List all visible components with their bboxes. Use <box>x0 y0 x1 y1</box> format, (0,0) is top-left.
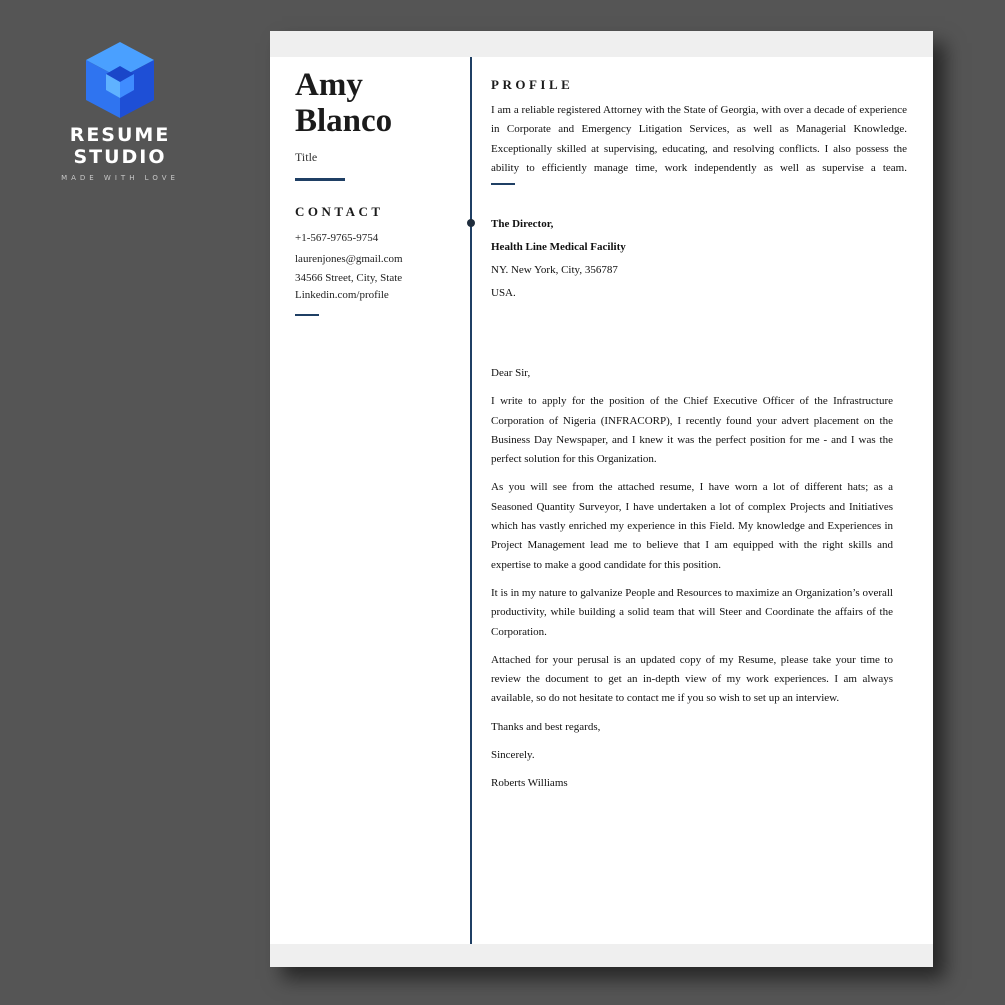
contact-linkedin: Linkedin.com/profile <box>295 289 389 301</box>
letter-paragraph: As you will see from the attached resume, I have worn a lot of different hats; as a Seasoned Quantity Surveyor, I have undertaken a lot of complex Projects and Initiatives which has vastly enriched my experience in this Field. My knowledge and Experiences in Project Management lead me to believe that I am equipped with the right skills and expertise to make a good candidate for this position. <box>491 481 893 571</box>
profile-text: I am a reliable registered Attorney with the State of Georgia, with over a decade of experience in Corporate and Emergency Litigation Services, as well as Managerial Knowledge. Exceptionally skilled at supervising, educating, and resolving conflicts. I also possess the ability to efficiently manage time, work independently as well as supervise a team. <box>491 104 907 174</box>
contact-address: 34566 Street, City, State <box>295 272 403 284</box>
cube-logo-icon <box>84 40 156 120</box>
letter-paragraph: It is in my nature to galvanize People and Resources to maximize an Organization’s overall productivity, while building a solid team that will Steer and Coordinate the affairs of the Corporation. <box>491 586 893 638</box>
brand-tagline: MADE WITH LOVE <box>61 174 179 182</box>
first-name: Amy <box>295 67 363 103</box>
profile-heading: PROFILE <box>491 77 574 92</box>
profile-section <box>491 77 907 185</box>
salutation: Dear Sir, <box>491 367 531 379</box>
brand-logo <box>30 40 210 182</box>
divider-dot <box>467 219 475 227</box>
name-accent-line <box>295 178 345 181</box>
letter-paragraph: I write to apply for the position of the Chief Executive Officer of the Infrastructure Corporation of Nigeria (INFRACORP), I recently found your advert placement on the Business Day Newspaper, and I knew it was the perfect position for me - and I was the perfect solution for this Organization. <box>491 395 893 466</box>
recipient-block <box>491 219 893 299</box>
recipient-line-1: The Director, <box>491 218 554 230</box>
contact-email: laurenjones@gmail.com <box>295 253 403 265</box>
letter-body <box>491 364 893 794</box>
thanks-line: Thanks and best regards, <box>491 720 601 733</box>
contact-phone: +1-567-9765-9754 <box>295 232 379 244</box>
resume-page <box>270 31 933 967</box>
recipient-line-4: USA. <box>491 287 516 299</box>
last-name: Blanco <box>295 103 393 139</box>
job-title: Title <box>295 150 318 164</box>
left-column <box>295 67 455 316</box>
page-top-band <box>270 31 933 57</box>
brand-name: RESUME STUDIO <box>69 124 171 168</box>
profile-accent-line <box>491 183 515 185</box>
contact-accent-line <box>295 314 319 316</box>
recipient-line-2: Health Line Medical Facility <box>491 241 626 253</box>
signature: Roberts Williams <box>491 777 568 790</box>
letter-paragraph: Attached for your perusal is an updated copy of my Resume, please take your time to review the document to get an in-depth view of my work experiences. I am always available, so do not hesitate to contact me if you so wish to set up an interview. <box>491 653 893 705</box>
sign-off: Sincerely. <box>491 749 535 762</box>
page-bottom-band <box>270 944 933 967</box>
recipient-line-3: NY. New York, City, 356787 <box>491 264 618 276</box>
column-divider <box>470 57 472 944</box>
contact-heading: CONTACT <box>295 204 384 219</box>
